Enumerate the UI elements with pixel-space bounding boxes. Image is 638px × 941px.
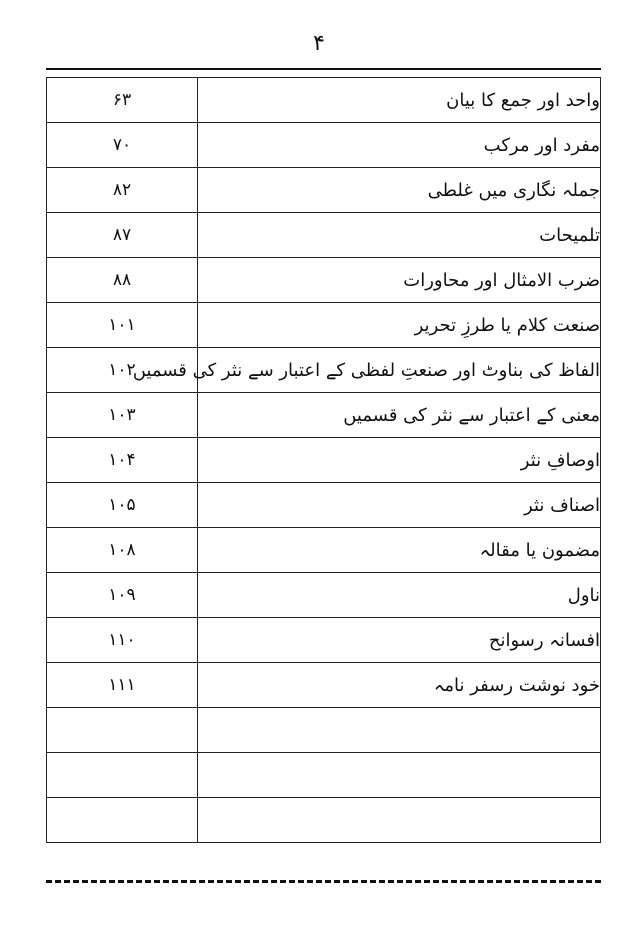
toc-page-number: ۱۰۲	[47, 348, 198, 393]
toc-page-number: ۱۰۱	[47, 303, 198, 348]
table-of-contents	[46, 77, 601, 843]
toc-page-number: ۱۰۵	[47, 483, 198, 528]
toc-entry-title: ضرب الامثال اور محاورات	[198, 258, 601, 303]
toc-entry-title	[198, 708, 601, 753]
toc-entry-title: مضمون یا مقالہ	[198, 528, 601, 573]
toc-page-number: ۸۸	[47, 258, 198, 303]
toc-entry-title: واحد اور جمع کا بیان	[198, 78, 601, 123]
toc-row	[47, 618, 601, 663]
toc-row	[47, 213, 601, 258]
toc-row	[47, 708, 601, 753]
toc-page-number	[47, 753, 198, 798]
toc-page-number: ۱۰۸	[47, 528, 198, 573]
toc-row	[47, 528, 601, 573]
toc-row	[47, 168, 601, 213]
toc-row	[47, 798, 601, 843]
toc-entry-title: معنی کے اعتبار سے نثر کی قسمیں	[198, 393, 601, 438]
toc-row	[47, 753, 601, 798]
toc-entry-title	[198, 753, 601, 798]
toc-row	[47, 123, 601, 168]
toc-body	[47, 78, 601, 843]
toc-page-number: ۱۰۴	[47, 438, 198, 483]
toc-page-number: ۷۰	[47, 123, 198, 168]
bottom-dashed-rule	[46, 880, 601, 883]
toc-entry-title: خود نوشت رسفر نامہ	[198, 663, 601, 708]
toc-page-number: ۱۱۱	[47, 663, 198, 708]
toc-entry-title: جملہ نگاری میں غلطی	[198, 168, 601, 213]
top-rule	[46, 68, 601, 70]
page-number: ۴	[313, 31, 325, 56]
toc-row	[47, 258, 601, 303]
toc-row	[47, 348, 601, 393]
toc-page-number: ۶۳	[47, 78, 198, 123]
toc-entry-title: صنعت کلام یا طرزِ تحریر	[198, 303, 601, 348]
toc-row	[47, 483, 601, 528]
toc-page-number: ۱۰۹	[47, 573, 198, 618]
toc-page-number: ۸۲	[47, 168, 198, 213]
toc-entry-title: مفرد اور مرکب	[198, 123, 601, 168]
toc-entry-title: افسانہ رسوانح	[198, 618, 601, 663]
toc-row	[47, 78, 601, 123]
toc-entry-title: اوصافِ نثر	[198, 438, 601, 483]
toc-entry-title: الفاظ کی بناوٹ اور صنعتِ لفظی کے اعتبار سے نثر کی قسمیں	[198, 348, 601, 393]
toc-page-number: ۱۱۰	[47, 618, 198, 663]
toc-row	[47, 438, 601, 483]
toc-page-number	[47, 708, 198, 753]
toc-page-number	[47, 798, 198, 843]
toc-entry-title: تلمیحات	[198, 213, 601, 258]
toc-row	[47, 573, 601, 618]
toc-row	[47, 303, 601, 348]
toc-row	[47, 393, 601, 438]
toc-page-number: ۱۰۳	[47, 393, 198, 438]
toc-row	[47, 663, 601, 708]
toc-entry-title	[198, 798, 601, 843]
toc-page-number: ۸۷	[47, 213, 198, 258]
toc-entry-title: اصناف نثر	[198, 483, 601, 528]
toc-entry-title: ناول	[198, 573, 601, 618]
